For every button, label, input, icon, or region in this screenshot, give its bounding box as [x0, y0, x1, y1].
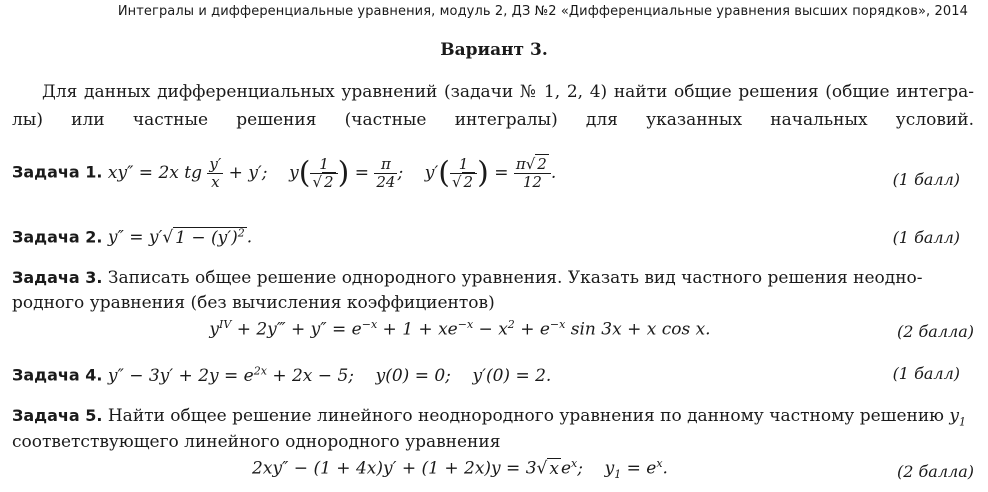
task-3-equation: $y^{IV}$ + 2y‴ + $y'' = e^{-x} + 1 + xe^{-x} - x^2 + e^{-x}$ sin 3x + x cos x. [209, 318, 711, 340]
task-4-score: (1 балл) [892, 364, 960, 383]
task-2-label: Задача 2. [12, 227, 103, 247]
task-5 [12, 406, 974, 428]
task-3-text-line-1: Записать общее решение однородного уравнения. Указать вид частного решения неодно- [107, 268, 923, 288]
task-5-y1: $y_1$ [949, 406, 966, 429]
task-5-score: (2 балла) [897, 462, 974, 481]
task-4-equation: $y'' - 3y' + 2y = e^{2x} + 2x - 5$; y(0) = 0; y′(0) = 2. [107, 364, 552, 386]
task-3 [12, 268, 974, 288]
task-1 [12, 156, 974, 190]
task-4-label: Задача 4. [12, 365, 103, 385]
task-2-equation: y″ = y′√ $1 - (y')^2$ . [107, 226, 253, 248]
variant-title: Вариант 3. [440, 40, 548, 60]
task-5-equation: 2xy″ − (1 + 4x)y′ + (1 + 2x)y = 3√ x $e^x$; $y_1 = e^x$. [252, 457, 668, 482]
task-5-text-line-2: соответствующего линейного однородного уравнения [12, 432, 501, 452]
task-5-text-line-1: Найти общее решение линейного неоднородного уравнения по данному частному решению [107, 406, 944, 426]
task-1-label: Задача 1. [12, 162, 103, 182]
task-2-score: (1 балл) [892, 228, 960, 247]
task-4 [12, 364, 974, 386]
page-header: Интегралы и дифференциальные уравнения, модуль 2, ДЗ №2 «Дифференциальные уравнения высших порядков», 2014 [117, 4, 968, 19]
task-3-label: Задача 3. [12, 268, 103, 287]
task-1-score: (1 балл) [892, 170, 960, 189]
intro-line-2: лы) или частные решения (частные интегралы) для указанных начальных условий. [12, 110, 974, 130]
task-3-text-line-2: родного уравнения (без вычисления коэффициентов) [12, 293, 495, 313]
task-3-score: (2 балла) [897, 322, 974, 341]
intro-line-1: Для данных дифференциальных уравнений (задачи № 1, 2, 4) найти общие решения (общие интегра- [42, 82, 974, 102]
task-2 [12, 226, 974, 248]
task-5-label: Задача 5. [12, 406, 103, 425]
task-1-equation: xy″ = 2x tg $\frac{y'}{x}$ + y′; y( $\frac{1}{√ 2}$ ) = $\frac{\pi}{24}$ ; y′( $\frac{1}{√ 2}$ ) = $\frac{\pi√ 2}{12}$ . [107, 155, 557, 191]
